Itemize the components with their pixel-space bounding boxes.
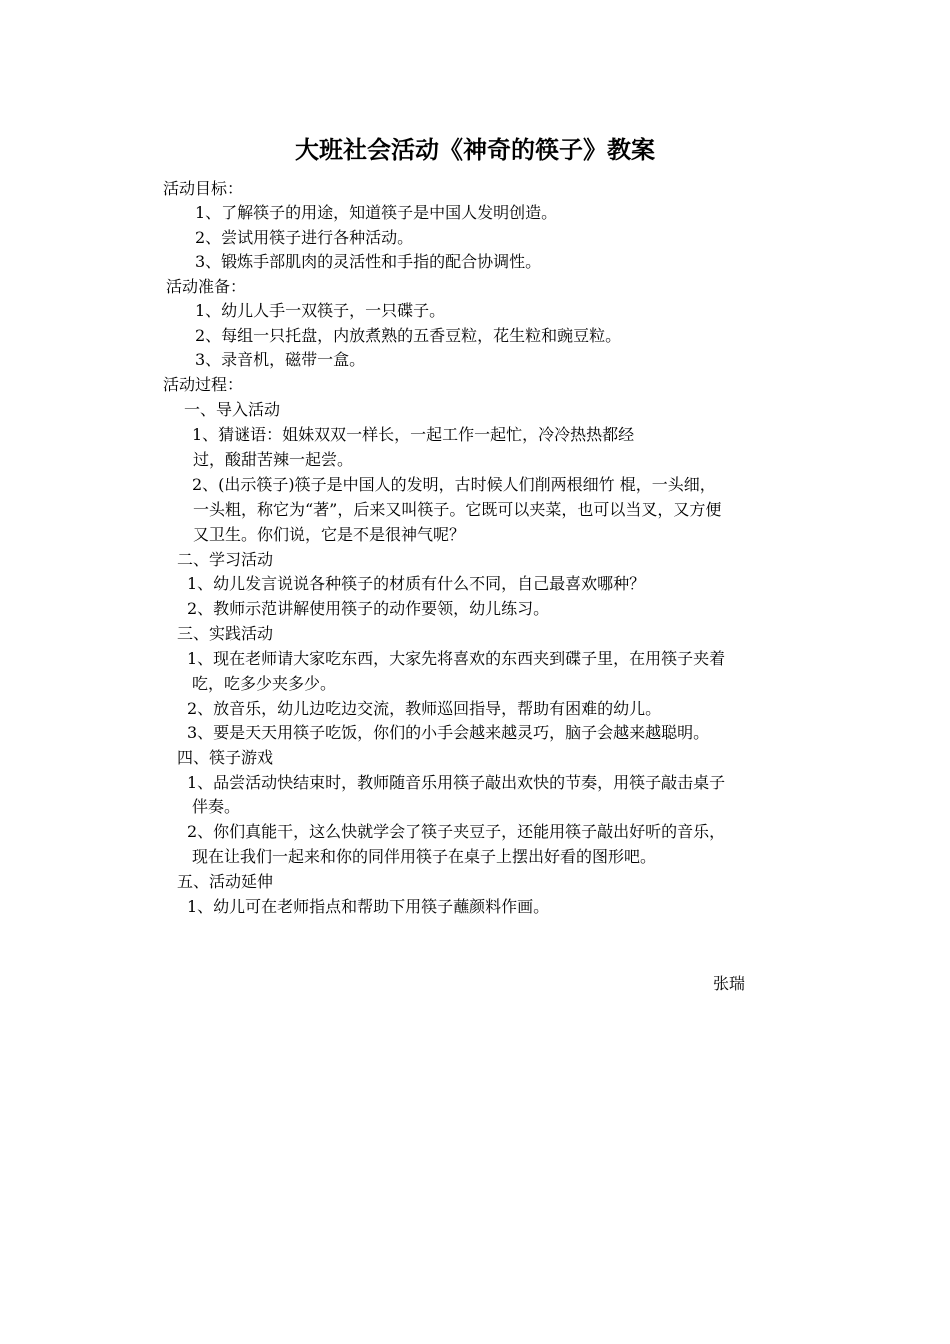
section-line: 1、猜谜语：姐妹双双一样长，一起工作一起忙，冷冷热热都经: [192, 425, 635, 444]
section-line: 2、教师示范讲解使用筷子的动作要领，幼儿练习。: [187, 599, 550, 618]
prep-item: 3、录音机，磁带一盒。: [195, 350, 366, 369]
goal-item: 2、尝试用筷子进行各种活动。: [195, 228, 414, 247]
section-line: 现在让我们一起来和你的同伴用筷子在桌子上摆出好看的图形吧。: [192, 847, 657, 866]
section-line: 一头粗，称它为“著”，后来又叫筷子。它既可以夹菜，也可以当叉，又方便: [193, 500, 722, 519]
section-line: 1、现在老师请大家吃东西，大家先将喜欢的东西夹到碟子里，在用筷子夹着: [187, 649, 726, 668]
section-line: 3、要是天天用筷子吃饭，你们的小手会越来越灵巧，脑子会越来越聪明。: [187, 723, 710, 742]
document-title: 大班社会活动《神奇的筷子》教案: [295, 136, 655, 164]
prep-item: 2、每组一只托盘，内放煮熟的五香豆粒，花生粒和豌豆粒。: [195, 326, 622, 345]
section-heading: 二、学习活动: [177, 550, 274, 569]
section-line: 过，酸甜苦辣一起尝。: [193, 450, 354, 469]
section-line: 吃，吃多少夹多少。: [192, 674, 337, 693]
section-line: 2、你们真能干，这么快就学会了筷子夹豆子，还能用筷子敲出好听的音乐，: [187, 822, 726, 841]
section-line: 伴奏。: [192, 797, 241, 816]
author-signature: 张瑞: [713, 974, 746, 993]
section-line: 2、放音乐，幼儿边吃边交流，教师巡回指导，帮助有困难的幼儿。: [187, 699, 662, 718]
section-line: 1、幼儿发言说说各种筷子的材质有什么不同，自己最喜欢哪种？: [187, 574, 646, 593]
section-heading: 一、导入活动: [184, 400, 281, 419]
section-heading: 五、活动延伸: [177, 872, 274, 891]
process-heading: 活动过程：: [163, 375, 244, 394]
prep-heading: 活动准备：: [166, 277, 247, 296]
goal-item: 1、了解筷子的用途，知道筷子是中国人发明创造。: [195, 203, 558, 222]
prep-item: 1、幼儿人手一双筷子，一只碟子。: [195, 301, 446, 320]
section-line: 2、(出示筷子)筷子是中国人的发明，古时候人们削两根细竹 棍，一头细，: [192, 475, 716, 494]
section-line: 又卫生。你们说，它是不是很神气呢？: [193, 525, 466, 544]
section-line: 1、品尝活动快结束时，教师随音乐用筷子敲出欢快的节奏，用筷子敲击桌子: [187, 773, 726, 792]
goals-heading: 活动目标：: [163, 179, 244, 198]
section-line: 1、幼儿可在老师指点和帮助下用筷子蘸颜料作画。: [187, 897, 550, 916]
section-heading: 三、实践活动: [177, 624, 274, 643]
goal-item: 3、锻炼手部肌肉的灵活性和手指的配合协调性。: [195, 252, 542, 271]
section-heading: 四、筷子游戏: [177, 748, 274, 767]
